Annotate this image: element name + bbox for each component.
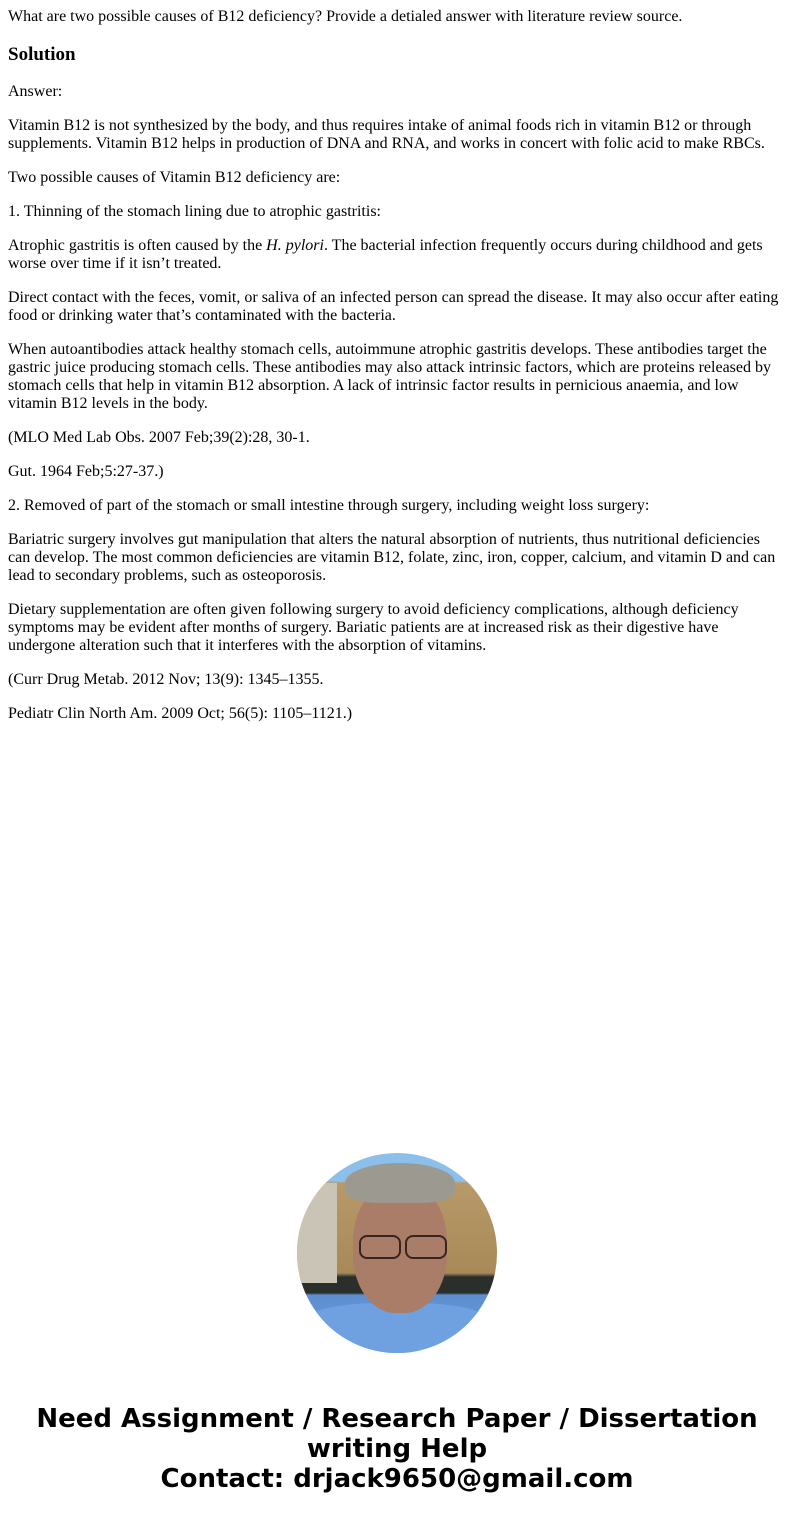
hpylori-italic: H. pylori	[266, 237, 324, 254]
photo-glasses	[355, 1235, 447, 1257]
paragraph-intro: Vitamin B12 is not synthesized by the body, and thus requires intake of animal foods rich in vitamin B12 or through supplements. Vitamin B12 helps in production of DNA and RNA, and works in concert with folic acid to make RBCs.	[8, 117, 765, 152]
paragraph-contact: Direct contact with the feces, vomit, or saliva of an infected person can spread the disease. It may also occur after eating food or drinking water that’s contaminated with the bacteria.	[8, 289, 779, 324]
paragraph-dietary: Dietary supplementation are often given following surgery to avoid deficiency complications, although deficiency symptoms may be evident after months of surgery. Bariatic patients are at increased risk as their digestive have undergone alteration such that it interferes with the absorption of vitamins.	[8, 601, 739, 654]
paragraph-two-causes: Two possible causes of Vitamin B12 deficiency are:	[8, 169, 341, 186]
reference-3: (Curr Drug Metab. 2012 Nov; 13(9): 1345–1355.	[8, 671, 324, 688]
reference-2: Gut. 1964 Feb;5:27-37.)	[8, 463, 164, 480]
reference-4: Pediatr Clin North Am. 2009 Oct; 56(5): 1105–1121.)	[8, 705, 353, 722]
paragraph-bariatric: Bariatric surgery involves gut manipulation that alters the natural absorption of nutrients, thus nutritional deficiencies can develop. The most common deficiencies are vitamin B12, folate, zinc, iron, copper, calcium, and vitamin D and can lead to secondary problems, such as osteoporosis.	[8, 531, 776, 584]
lens-left	[359, 1235, 401, 1259]
footer-banner	[0, 1404, 794, 1494]
reference-1: (MLO Med Lab Obs. 2007 Feb;39(2):28, 30-1.	[8, 429, 310, 446]
paragraph-hpylori	[8, 237, 786, 273]
cause-2-heading: 2. Removed of part of the stomach or small intestine through surgery, including weight loss surgery:	[8, 497, 650, 514]
author-photo	[297, 1153, 497, 1353]
solution-heading: Solution	[8, 44, 76, 65]
answer-label: Answer:	[8, 83, 63, 100]
document-body	[0, 0, 794, 723]
text: Atrophic gastritis is often caused by the	[8, 237, 267, 254]
lens-right	[405, 1235, 447, 1259]
footer-contact: Contact: drjack9650@gmail.com	[160, 1464, 634, 1494]
question-text: What are two possible causes of B12 deficiency? Provide a detialed answer with literature review source.	[8, 8, 683, 25]
footer-line-1: Need Assignment / Research Paper / Dissertation writing Help	[36, 1404, 758, 1464]
paragraph-autoimmune: When autoantibodies attack healthy stomach cells, autoimmune atrophic gastritis develops. These antibodies target the gastric juice producing stomach cells. These antibodies may also attack intrinsic factors, which are proteins released by stomach cells that help in vitamin B12 absorption. A lack of intrinsic factor results in pernicious anaemia, and low vitamin B12 levels in the body.	[8, 341, 772, 412]
photo-background	[297, 1183, 337, 1283]
text: . The bacterial infection frequently occurs during childhood and gets worse over time if it isn’t treated.	[8, 237, 763, 272]
photo-hair	[345, 1163, 455, 1203]
cause-1-heading: 1. Thinning of the stomach lining due to atrophic gastritis:	[8, 203, 381, 220]
